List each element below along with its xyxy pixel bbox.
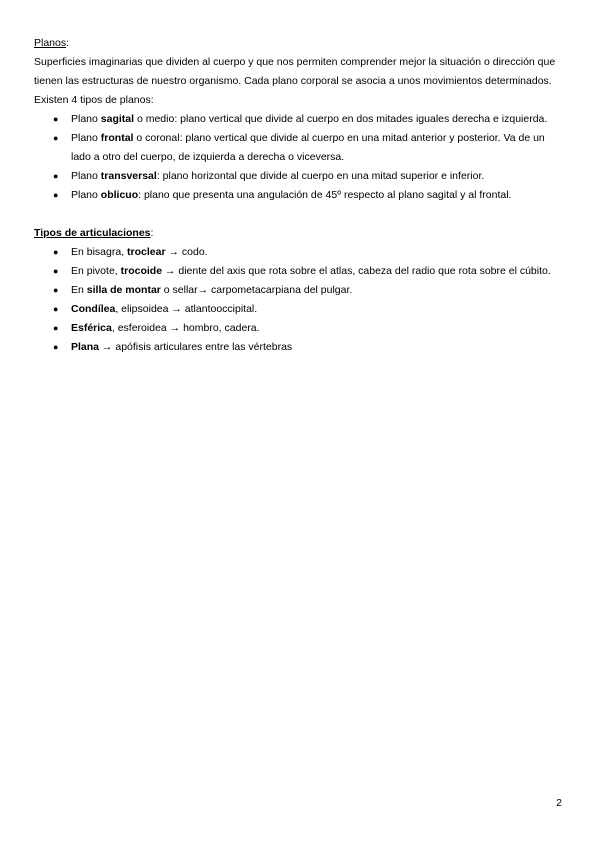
item-text: Plano — [71, 113, 101, 125]
list-item-silla-de-montar — [34, 281, 564, 300]
item-text: o medio: plano vertical que divide al cuerpo en dos mitades iguales derecha e izquierda. — [134, 113, 548, 125]
document-page — [34, 34, 564, 357]
item-term: transversal — [100, 170, 157, 182]
list-item-esferica — [34, 319, 564, 338]
planos-heading-colon: : — [66, 37, 70, 49]
list-item-pivote — [34, 262, 564, 281]
bullet-icon: ● — [53, 190, 59, 200]
item-text: o sellar→ carpometacarpiana del pulgar. — [160, 284, 353, 296]
item-text: , elipsoidea → atlantooccipital. — [115, 303, 258, 315]
bullet-icon: ● — [53, 285, 59, 295]
bullet-icon: ● — [53, 114, 59, 124]
bullet-icon: ● — [53, 304, 59, 314]
planos-list — [34, 110, 564, 205]
item-text: Plano — [71, 189, 101, 201]
item-text: , esferoidea → hombro, cadera. — [111, 322, 260, 334]
item-text: Plano — [71, 132, 101, 144]
item-term: oblicuo — [100, 189, 139, 201]
item-term: silla de montar — [86, 284, 161, 296]
item-term: Plana — [71, 341, 100, 353]
item-term: troclear — [127, 246, 166, 258]
item-term: Esférica — [71, 322, 112, 334]
bullet-icon: ● — [53, 323, 59, 333]
item-text: → apófisis articulares entre las vértebras — [99, 341, 293, 353]
item-text: Plano — [71, 170, 101, 182]
item-text: En bisagra, — [71, 246, 128, 258]
list-item-condilea — [34, 300, 564, 319]
bullet-icon: ● — [53, 171, 59, 181]
item-text: → codo. — [165, 246, 208, 258]
item-text: En — [71, 284, 87, 296]
bullet-icon: ● — [53, 247, 59, 257]
section-spacer — [34, 205, 564, 224]
list-item-plano-oblicuo — [34, 186, 564, 205]
page-number: 2 — [556, 797, 562, 809]
list-item-plano-frontal — [34, 129, 564, 167]
planos-intro: Superficies imaginarias que dividen al cuerpo y que nos permiten comprender mejor la situación o dirección que tienen las estructuras de nuestro organismo. Cada plano corporal se asocia a unos movimientos determinados. Existen 4 tipos de planos: — [34, 56, 556, 106]
list-item-bisagra — [34, 243, 564, 262]
bullet-icon: ● — [53, 266, 59, 276]
item-text: → diente del axis que rota sobre el atlas, cabeza del radio que rota sobre el cúbito. — [162, 265, 551, 277]
list-item-plano-transversal — [34, 167, 564, 186]
planos-heading — [34, 34, 564, 53]
item-text: : plano horizontal que divide al cuerpo en una mitad superior e inferior. — [156, 170, 485, 182]
item-term: frontal — [100, 132, 134, 144]
item-term: trocoide — [120, 265, 163, 277]
list-item-plano-sagital — [34, 110, 564, 129]
articulaciones-heading-text: Tipos de articulaciones — [34, 227, 151, 239]
articulaciones-heading-colon: : — [150, 227, 154, 239]
item-text: En pivote, — [71, 265, 121, 277]
planos-heading-text: Planos — [34, 37, 67, 49]
bullet-icon: ● — [53, 342, 59, 352]
articulaciones-heading — [34, 224, 564, 243]
bullet-icon: ● — [53, 133, 59, 143]
item-term: Condílea — [71, 303, 116, 315]
item-text: : plano que presenta una angulación de 45º respecto al plano sagital y al frontal. — [138, 189, 512, 201]
item-text: o coronal: plano vertical que divide al cuerpo en una mitad anterior y posterior. Va de un lado a otro del cuerpo, de izquierda a derecha o viceversa. — [71, 132, 545, 163]
item-term: sagital — [100, 113, 135, 125]
articulaciones-list — [34, 243, 564, 357]
list-item-plana — [34, 338, 564, 357]
